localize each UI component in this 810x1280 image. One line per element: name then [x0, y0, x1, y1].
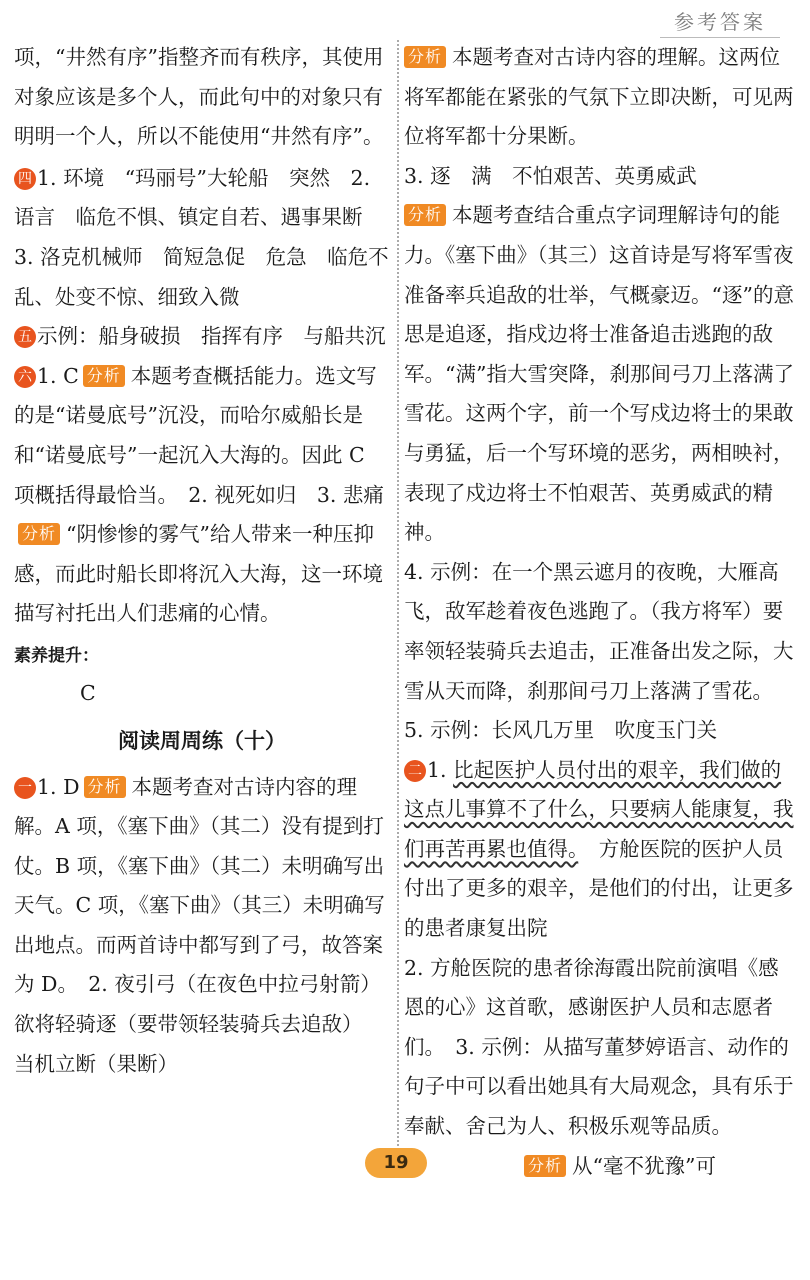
section-badge: 六	[14, 366, 36, 388]
analysis-text: 本题考查结合重点字词理解诗句的能力。《塞下曲》（其三）这首诗是写将军雪夜准备率兵追敌的壮举，气概豪迈。“逐”的意思是追逐，指戍边将士准备追击逃跑的敌军。“满”指大雪突降，刹那间弓刀上落满了雪花。这两个字，前一个写戍边将士的果敢与勇猛，后一个写环境的恶劣，两相映衬，表现了戍边将士不怕艰苦、英勇威武的精神。	[404, 203, 794, 545]
analysis-tag: 分析	[83, 365, 125, 387]
analysis-text: “阴惨惨的雾气”给人带来一种压抑感，而此时船长即将沉入大海，这一环境描写衬托出人们悲痛的心情。	[14, 522, 383, 626]
week-practice-title: 阅读周周练（十）	[118, 728, 286, 753]
right-column	[404, 38, 796, 1186]
section-four	[14, 159, 390, 317]
page-number: 19	[365, 1148, 427, 1178]
section-badge: 四	[14, 168, 36, 190]
section-six	[14, 357, 390, 634]
section-five	[14, 317, 390, 357]
answer-line: 3. 逐 满 不怕艰苦、英勇威武	[404, 163, 697, 188]
analysis-paragraph	[404, 38, 796, 157]
column-divider	[397, 40, 399, 1170]
analysis-tag: 分析	[84, 776, 126, 798]
answer-key-tag: 参考答案	[660, 4, 780, 38]
section-badge: 二	[404, 760, 426, 782]
section-two	[404, 751, 796, 949]
answer-paragraph: 4. 示例：在一个黑云遮月的夜晚，大雁高飞，敌军趁着夜色逃跑了。（我方将军）要率领轻装骑兵去追击，正准备出发之际，大雪从天而降，刹那间弓刀上落满了雪花。 5. 示例：长风几万里 吹度玉门关	[404, 559, 794, 743]
answer-text: 1. D	[37, 774, 80, 799]
literacy-answer: C	[80, 680, 96, 705]
literacy-heading: 素养提升：	[14, 645, 99, 666]
answer-text: 1. C	[37, 363, 79, 388]
paragraph: 项，“井然有序”指整齐而有秩序，其使用对象应该是多个人，而此句中的对象只有明明一个人，所以不能使用“井然有序”。	[14, 45, 384, 149]
section-text: 示例：船身破损 指挥有序 与船共沉	[37, 324, 386, 349]
answer-paragraph: 2. 方舱医院的患者徐海霞出院前演唱《感恩的心》这首歌，感谢医护人员和志愿者们。 3. 示例：从描写董梦婷语言、动作的句子中可以看出她具有大局观念，具有乐于奉献、舍己为人、积极乐观等品质。	[404, 955, 794, 1139]
analysis-paragraph	[404, 1147, 796, 1187]
analysis-tag: 分析	[404, 46, 446, 68]
left-column	[14, 38, 390, 1084]
analysis-text: 本题考查概括能力。选文写的是“诺曼底号”沉没，而哈尔威船长是和“诺曼底号”一起沉入大海的。因此 C 项概括得最恰当。 2. 视死如归 3. 悲痛	[14, 363, 384, 507]
quoted-sentence: 比起医护人员付出的艰辛，我们做的这点儿事算不了什么，只要病人能康复，我们再苦再累也值得。	[404, 757, 794, 861]
analysis-tag: 分析	[18, 523, 60, 545]
analysis-text: 本题考查对古诗内容的理解。A 项，《塞下曲》（其二）没有提到打仗。B 项，《塞下曲》（其二）未明确写出天气。C 项，《塞下曲》（其三）未明确写出地点。而两首诗中都写到了弓，故答案为 D。 2. 夜引弓（在夜色中拉弓射箭） 欲将轻骑逐（要带领轻装骑兵去追敌） 当机立断（果断）	[14, 774, 392, 1076]
analysis-tag: 分析	[524, 1155, 566, 1177]
section-badge: 五	[14, 326, 36, 348]
section-text: 1. 环境 “玛丽号”大轮船 突然 2. 语言 临危不惧、镇定自若、遇事果断 3. 洛克机械师 简短急促 危急 临危不乱、处变不惊、细致入微	[14, 165, 389, 309]
analysis-tag: 分析	[404, 204, 446, 226]
analysis-paragraph	[404, 196, 796, 552]
answer-text: 方舱医院的医护人员付出了更多的艰辛，是他们的付出，让更多的患者康复出院	[404, 836, 794, 941]
analysis-text: 从“毫不犹豫”可	[572, 1153, 716, 1178]
analysis-text: 本题考查对古诗内容的理解。这两位将军都能在紧张的气氛下立即决断，可见两位将军都十分果断。	[404, 45, 794, 149]
answer-text: 1.	[427, 757, 454, 782]
section-one	[14, 768, 390, 1085]
section-badge: 一	[14, 777, 36, 799]
